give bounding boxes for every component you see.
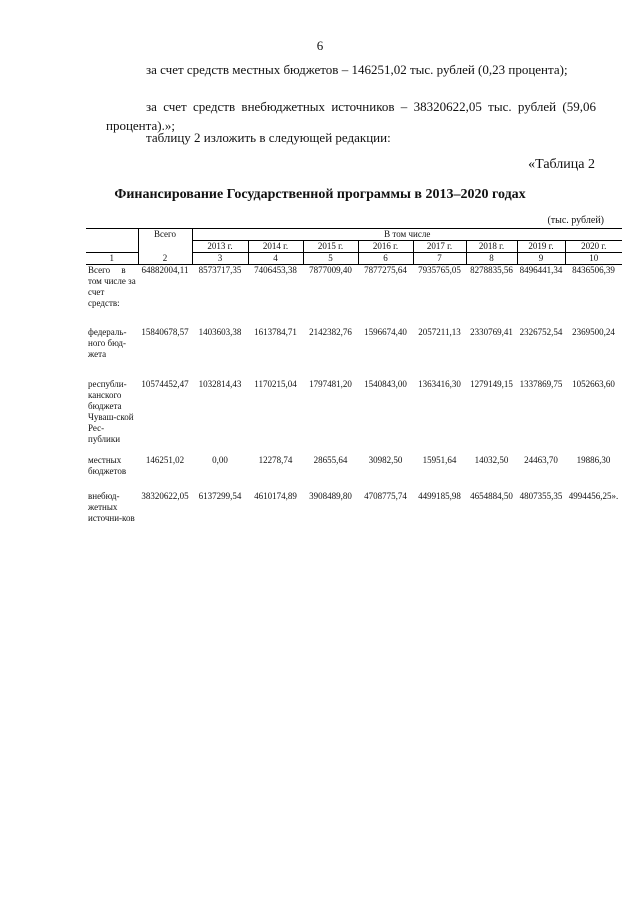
header-blank bbox=[86, 229, 138, 253]
column-number: 4 bbox=[248, 253, 303, 265]
table-cell: 1337869,75 bbox=[519, 378, 563, 389]
header-year: 2015 г. bbox=[303, 241, 358, 253]
table-cell: 7877009,40 bbox=[309, 265, 352, 275]
header-year: 2018 г. bbox=[466, 241, 517, 253]
table-cell: 14032,50 bbox=[474, 454, 509, 465]
table-cell: 8278835,56 bbox=[470, 265, 513, 275]
table-cell: 64882004,11 bbox=[141, 265, 189, 275]
column-number: 5 bbox=[303, 253, 358, 265]
table-cell: 15951,64 bbox=[422, 454, 457, 465]
column-number: 3 bbox=[192, 253, 248, 265]
header-year: 2019 г. bbox=[517, 241, 565, 253]
table-column-numbers bbox=[86, 253, 622, 265]
column-number: 1 bbox=[86, 253, 138, 265]
table-cell: 4994456,25». bbox=[568, 490, 619, 501]
table-cell: 10574452,47 bbox=[141, 378, 189, 389]
table-cell: 1052663,60 bbox=[572, 378, 615, 389]
table-cell: 1596674,40 bbox=[364, 326, 407, 337]
column-number: 10 bbox=[565, 253, 622, 265]
table-cell: 7935765,05 bbox=[418, 265, 461, 275]
paragraph-table-intro: таблицу 2 изложить в следующей редакции: bbox=[146, 130, 391, 145]
table-cell: 6137299,54 bbox=[198, 490, 242, 501]
header-year: 2014 г. bbox=[248, 241, 303, 253]
table-cell: 4708775,74 bbox=[364, 490, 407, 501]
table-cell: 1170215,04 bbox=[254, 378, 297, 389]
table-units: (тыс. рублей) bbox=[547, 215, 604, 226]
table-cell: 1032814,43 bbox=[198, 378, 242, 389]
table-cell: 19886,30 bbox=[576, 454, 611, 465]
page-number: 6 bbox=[316, 38, 324, 53]
table-label: «Таблица 2 bbox=[528, 157, 595, 172]
header-year: 2016 г. bbox=[358, 241, 413, 253]
table-cell: 0,00 bbox=[212, 454, 228, 465]
table-cell: 28655,64 bbox=[313, 454, 348, 465]
column-number: 2 bbox=[138, 253, 192, 265]
table-cell: 30982,50 bbox=[368, 454, 403, 465]
table-row-extrabudgetary bbox=[86, 491, 622, 543]
table-cell: 2057211,13 bbox=[418, 326, 461, 337]
table-cell: 15840678,57 bbox=[141, 326, 189, 337]
column-number: 7 bbox=[413, 253, 466, 265]
table-cell: 4610174,89 bbox=[254, 490, 297, 501]
table-cell: 1797481,20 bbox=[309, 378, 352, 389]
table-cell: 1540843,00 bbox=[364, 378, 407, 389]
table-cell: 4807355,35 bbox=[519, 490, 563, 501]
header-year: 2017 г. bbox=[413, 241, 466, 253]
paragraph-extrabudgetary: за счет средств внебюджетных источников – 38320622,05 тыс. рублей (59,06 процента).»; bbox=[106, 99, 596, 133]
table-cell: 146251,02 bbox=[145, 454, 185, 465]
table-cell: 2326752,54 bbox=[519, 326, 563, 337]
row-label: федераль-ного бюд-жета bbox=[88, 326, 127, 359]
table-row-total bbox=[86, 265, 622, 327]
table-row-republican bbox=[86, 379, 622, 455]
row-label: местных бюджетов bbox=[88, 454, 127, 476]
table-cell: 7877275,64 bbox=[364, 265, 407, 275]
paragraph-local-budgets: за счет средств местных бюджетов – 146251,02 тыс. рублей (0,23 процента); bbox=[146, 62, 568, 77]
table-cell: 2369500,24 bbox=[572, 326, 615, 337]
table-cell: 1613784,71 bbox=[254, 326, 297, 337]
table-cell: 4499185,98 bbox=[418, 490, 461, 501]
table-cell: 8496441,34 bbox=[519, 265, 563, 275]
header-year: 2013 г. bbox=[192, 241, 248, 253]
table-row-local bbox=[86, 455, 622, 491]
table-cell: 24463,70 bbox=[524, 454, 558, 465]
financing-table bbox=[86, 228, 622, 543]
table-cell: 4654884,50 bbox=[470, 490, 513, 501]
row-label: внебюд-жетных источни-ков bbox=[88, 490, 135, 523]
column-number: 8 bbox=[466, 253, 517, 265]
table-cell: 7406453,38 bbox=[254, 265, 297, 275]
table-cell: 2142382,76 bbox=[309, 326, 352, 337]
header-total: Всего bbox=[138, 229, 192, 253]
table-cell: 1403603,38 bbox=[198, 326, 242, 337]
header-including: В том числе bbox=[192, 229, 622, 241]
table-cell: 8436506,39 bbox=[572, 265, 615, 275]
row-label: Всего в том числе за счет средств: bbox=[88, 265, 136, 308]
table-cell: 12278,74 bbox=[258, 454, 293, 465]
header-year: 2020 г. bbox=[565, 241, 622, 253]
column-number: 6 bbox=[358, 253, 413, 265]
table-cell: 38320622,05 bbox=[141, 490, 189, 501]
table-cell: 1363416,30 bbox=[418, 378, 461, 389]
row-label: республи-канского бюджета Чуваш-ской Рес-публики bbox=[88, 378, 134, 444]
table-cell: 3908489,80 bbox=[309, 490, 352, 501]
table-cell: 2330769,41 bbox=[470, 326, 513, 337]
table-header-row-1 bbox=[86, 229, 622, 241]
table-row-federal bbox=[86, 327, 622, 379]
column-number: 9 bbox=[517, 253, 565, 265]
table-cell: 1279149,15 bbox=[470, 378, 513, 389]
table-cell: 8573717,35 bbox=[198, 265, 242, 275]
table-title: Финансирование Государственной программы в 2013–2020 годах bbox=[114, 187, 526, 202]
